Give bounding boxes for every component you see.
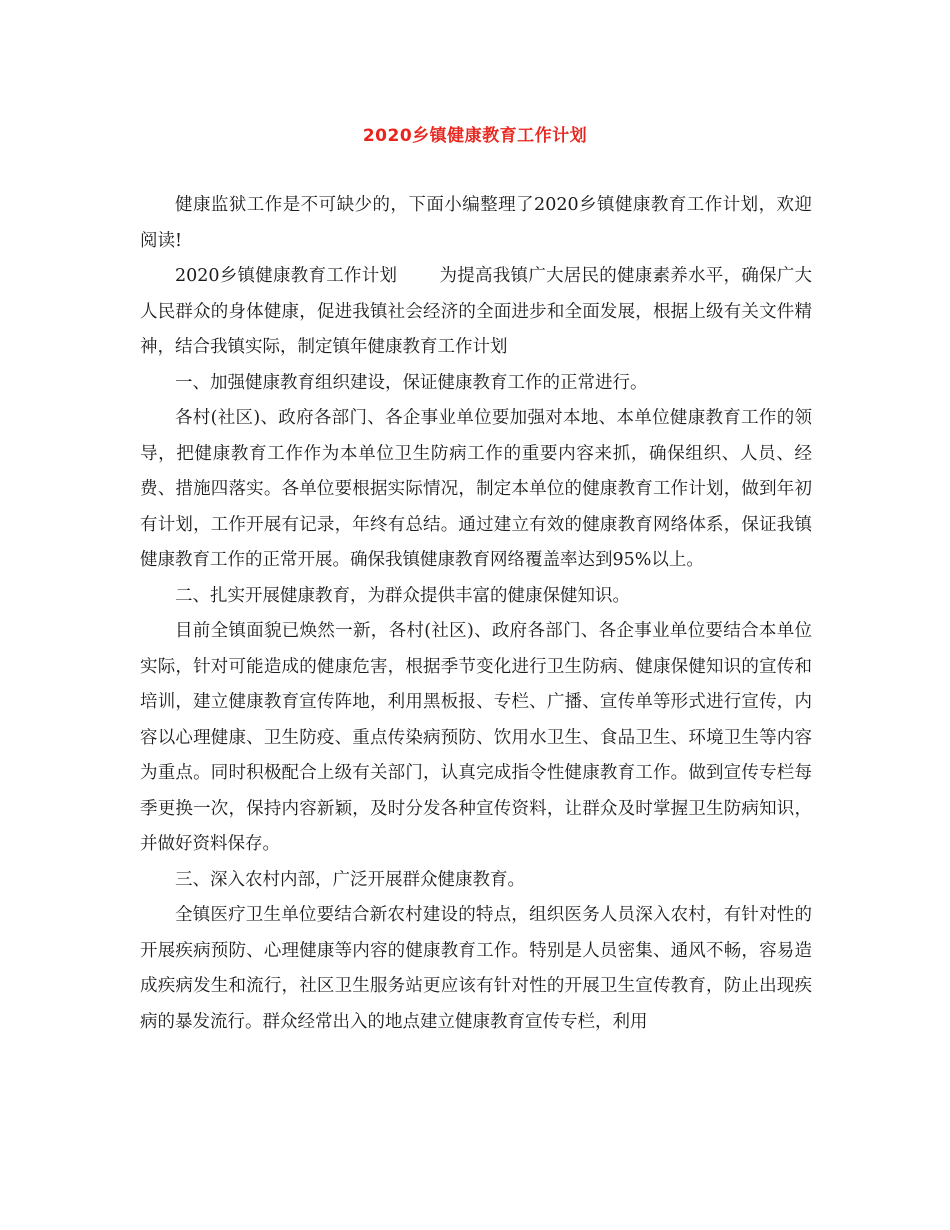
section-3-heading: 三、深入农村内部，广泛开展群众健康教育。 [175,869,525,890]
lead-title: 2020乡镇健康教育工作计划 [175,266,398,286]
section-3-body: 全镇医疗卫生单位要结合新农村建设的特点，组织医务人员深入农村，有针对性的开展疾病预防、心理健康等内容的健康教育工作。特别是人员密集、通风不畅，容易造成疾病发生和流行，社区卫生服务站更应该有针对性的开展卫生宣传教育，防止出现疾病的暴发流行。群众经常出入的地点建立健康教育宣传专栏，利用 [140,905,812,1032]
intro-paragraph: 健康监狱工作是不可缺少的，下面小编整理了2020乡镇健康教育工作计划，欢迎阅读! [140,195,812,251]
section-1-heading: 一、加强健康教育组织建设，保证健康教育工作的正常进行。 [175,372,648,393]
lead-text: 为提高我镇广大居民的健康素养水平，确保广大人民群众的身体健康，促进我镇社会经济的全面进步和全面发展，根据上级有关文件精神，结合我镇实际，制定镇年健康教育工作计划 [140,266,812,357]
lead-paragraph [140,259,812,366]
section-1-body: 各村(社区)、政府各部门、各企事业单位要加强对本地、本单位健康教育工作的领导，把健康教育工作作为本单位卫生防病工作的重要内容来抓，确保组织、人员、经费、措施四落实。各单位要根据实际情况，制定本单位的健康教育工作计划，做到年初有计划，工作开展有记录，年终有总结。通过建立有效的健康教育网络体系，保证我镇健康教育工作的正常开展。确保我镇健康教育网络覆盖率达到95%以上。 [140,408,812,570]
section-2-body: 目前全镇面貌已焕然一新，各村(社区)、政府各部门、各企事业单位要结合本单位实际，针对可能造成的健康危害，根据季节变化进行卫生防病、健康保健知识的宣传和培训，建立健康教育宣传阵地，利用黑板报、专栏、广播、宣传单等形式进行宣传，内容以心理健康、卫生防疫、重点传染病预防、饮用水卫生、食品卫生、环境卫生等内容为重点。同时积极配合上级有关部门，认真完成指令性健康教育工作。做到宣传专栏每季更换一次，保持内容新颖，及时分发各种宣传资料，让群众及时掌握卫生防病知识，并做好资料保存。 [140,621,812,854]
document-body [140,188,812,1040]
document-title: 2020乡镇健康教育工作计划 [362,126,588,146]
section-2-heading: 二、扎实开展健康教育，为群众提供丰富的健康保健知识。 [175,585,630,606]
